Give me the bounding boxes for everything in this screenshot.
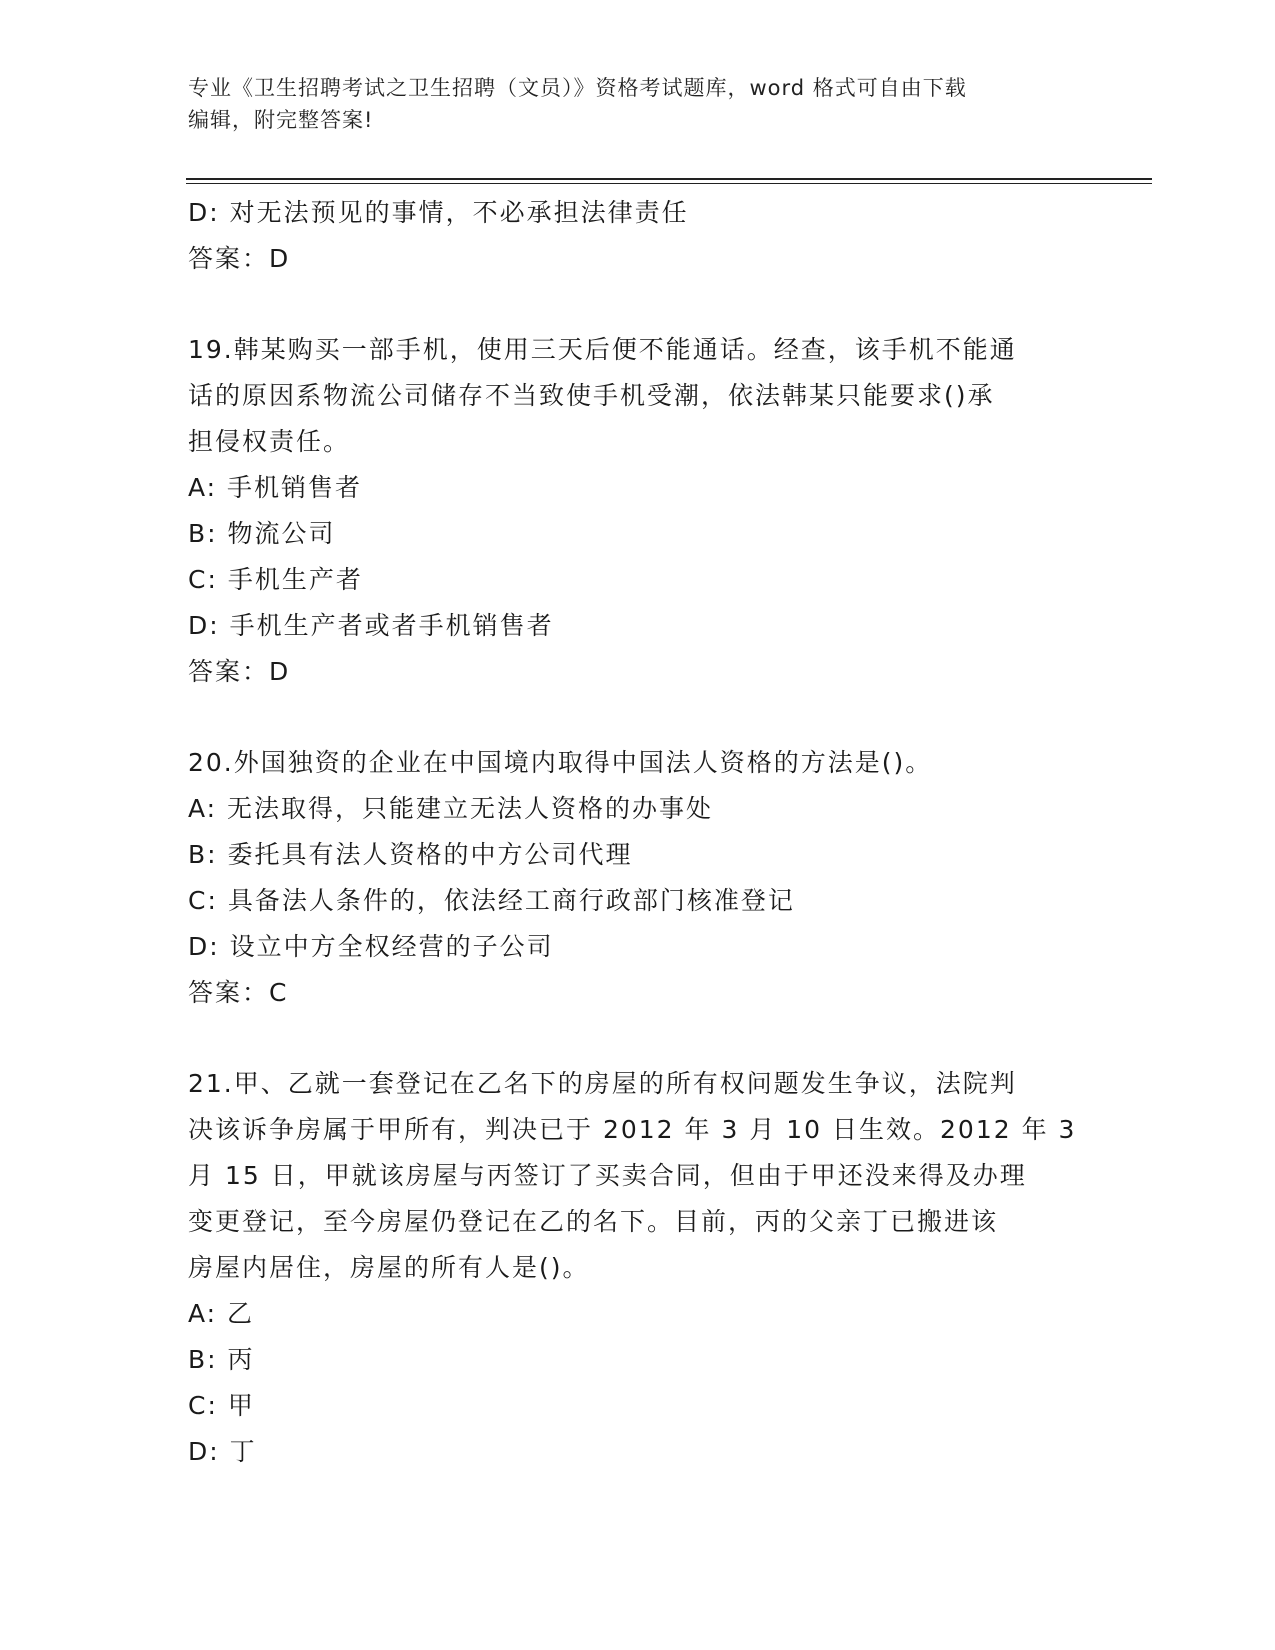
question-stem xyxy=(188,1061,1088,1291)
option-c: C: 具备法人条件的，依法经工商行政部门核准登记 xyxy=(188,886,795,915)
option-a: A: 手机销售者 xyxy=(188,473,363,502)
stem-line: 21.甲、乙就一套登记在乙名下的房屋的所有权问题发生争议，法院判 xyxy=(188,1069,1017,1098)
question-stem xyxy=(188,740,1088,786)
carryover-block xyxy=(188,190,1088,282)
stem-line: 19.韩某购买一部手机，使用三天后便不能通话。经查，该手机不能通 xyxy=(188,335,1017,364)
answer: 答案：C xyxy=(188,978,289,1007)
header-rule-thick xyxy=(186,178,1152,180)
page-header xyxy=(188,72,1088,136)
stem-line: 决该诉争房属于甲所有，判决已于 2012 年 3 月 10 日生效。2012 年 3 xyxy=(188,1115,1077,1144)
question-19 xyxy=(188,327,1088,695)
document-body xyxy=(188,190,1088,1475)
option-a: A: 乙 xyxy=(188,1299,255,1328)
header-line-1: 专业《卫生招聘考试之卫生招聘（文员）》资格考试题库，word 格式可自由下载 xyxy=(188,76,967,100)
header-line-2: 编辑，附完整答案! xyxy=(188,108,374,132)
stem-line: 话的原因系物流公司储存不当致使手机受潮，依法韩某只能要求()承 xyxy=(188,381,995,410)
option-d: D: 手机生产者或者手机销售者 xyxy=(188,611,554,640)
option-d: D: 对无法预见的事情，不必承担法律责任 xyxy=(188,198,689,227)
option-d: D: 设立中方全权经营的子公司 xyxy=(188,932,554,961)
question-21 xyxy=(188,1061,1088,1475)
option-d: D: 丁 xyxy=(188,1437,257,1466)
option-a: A: 无法取得，只能建立无法人资格的办事处 xyxy=(188,794,714,823)
stem-line: 变更登记，至今房屋仍登记在乙的名下。目前，丙的父亲丁已搬进该 xyxy=(188,1207,999,1236)
option-b: B: 物流公司 xyxy=(188,519,336,548)
stem-line: 20.外国独资的企业在中国境内取得中国法人资格的方法是()。 xyxy=(188,748,933,777)
question-stem xyxy=(188,327,1088,465)
option-b: B: 丙 xyxy=(188,1345,255,1374)
option-b: B: 委托具有法人资格的中方公司代理 xyxy=(188,840,633,869)
answer: 答案：D xyxy=(188,657,291,686)
question-20 xyxy=(188,740,1088,1016)
stem-line: 担侵权责任。 xyxy=(188,427,351,456)
stem-line: 月 15 日，甲就该房屋与丙签订了买卖合同，但由于甲还没来得及办理 xyxy=(188,1161,1027,1190)
stem-line: 房屋内居住，房屋的所有人是()。 xyxy=(188,1253,590,1282)
header-rule-thin xyxy=(186,183,1152,184)
answer: 答案：D xyxy=(188,244,291,273)
option-c: C: 甲 xyxy=(188,1391,255,1420)
option-c: C: 手机生产者 xyxy=(188,565,363,594)
